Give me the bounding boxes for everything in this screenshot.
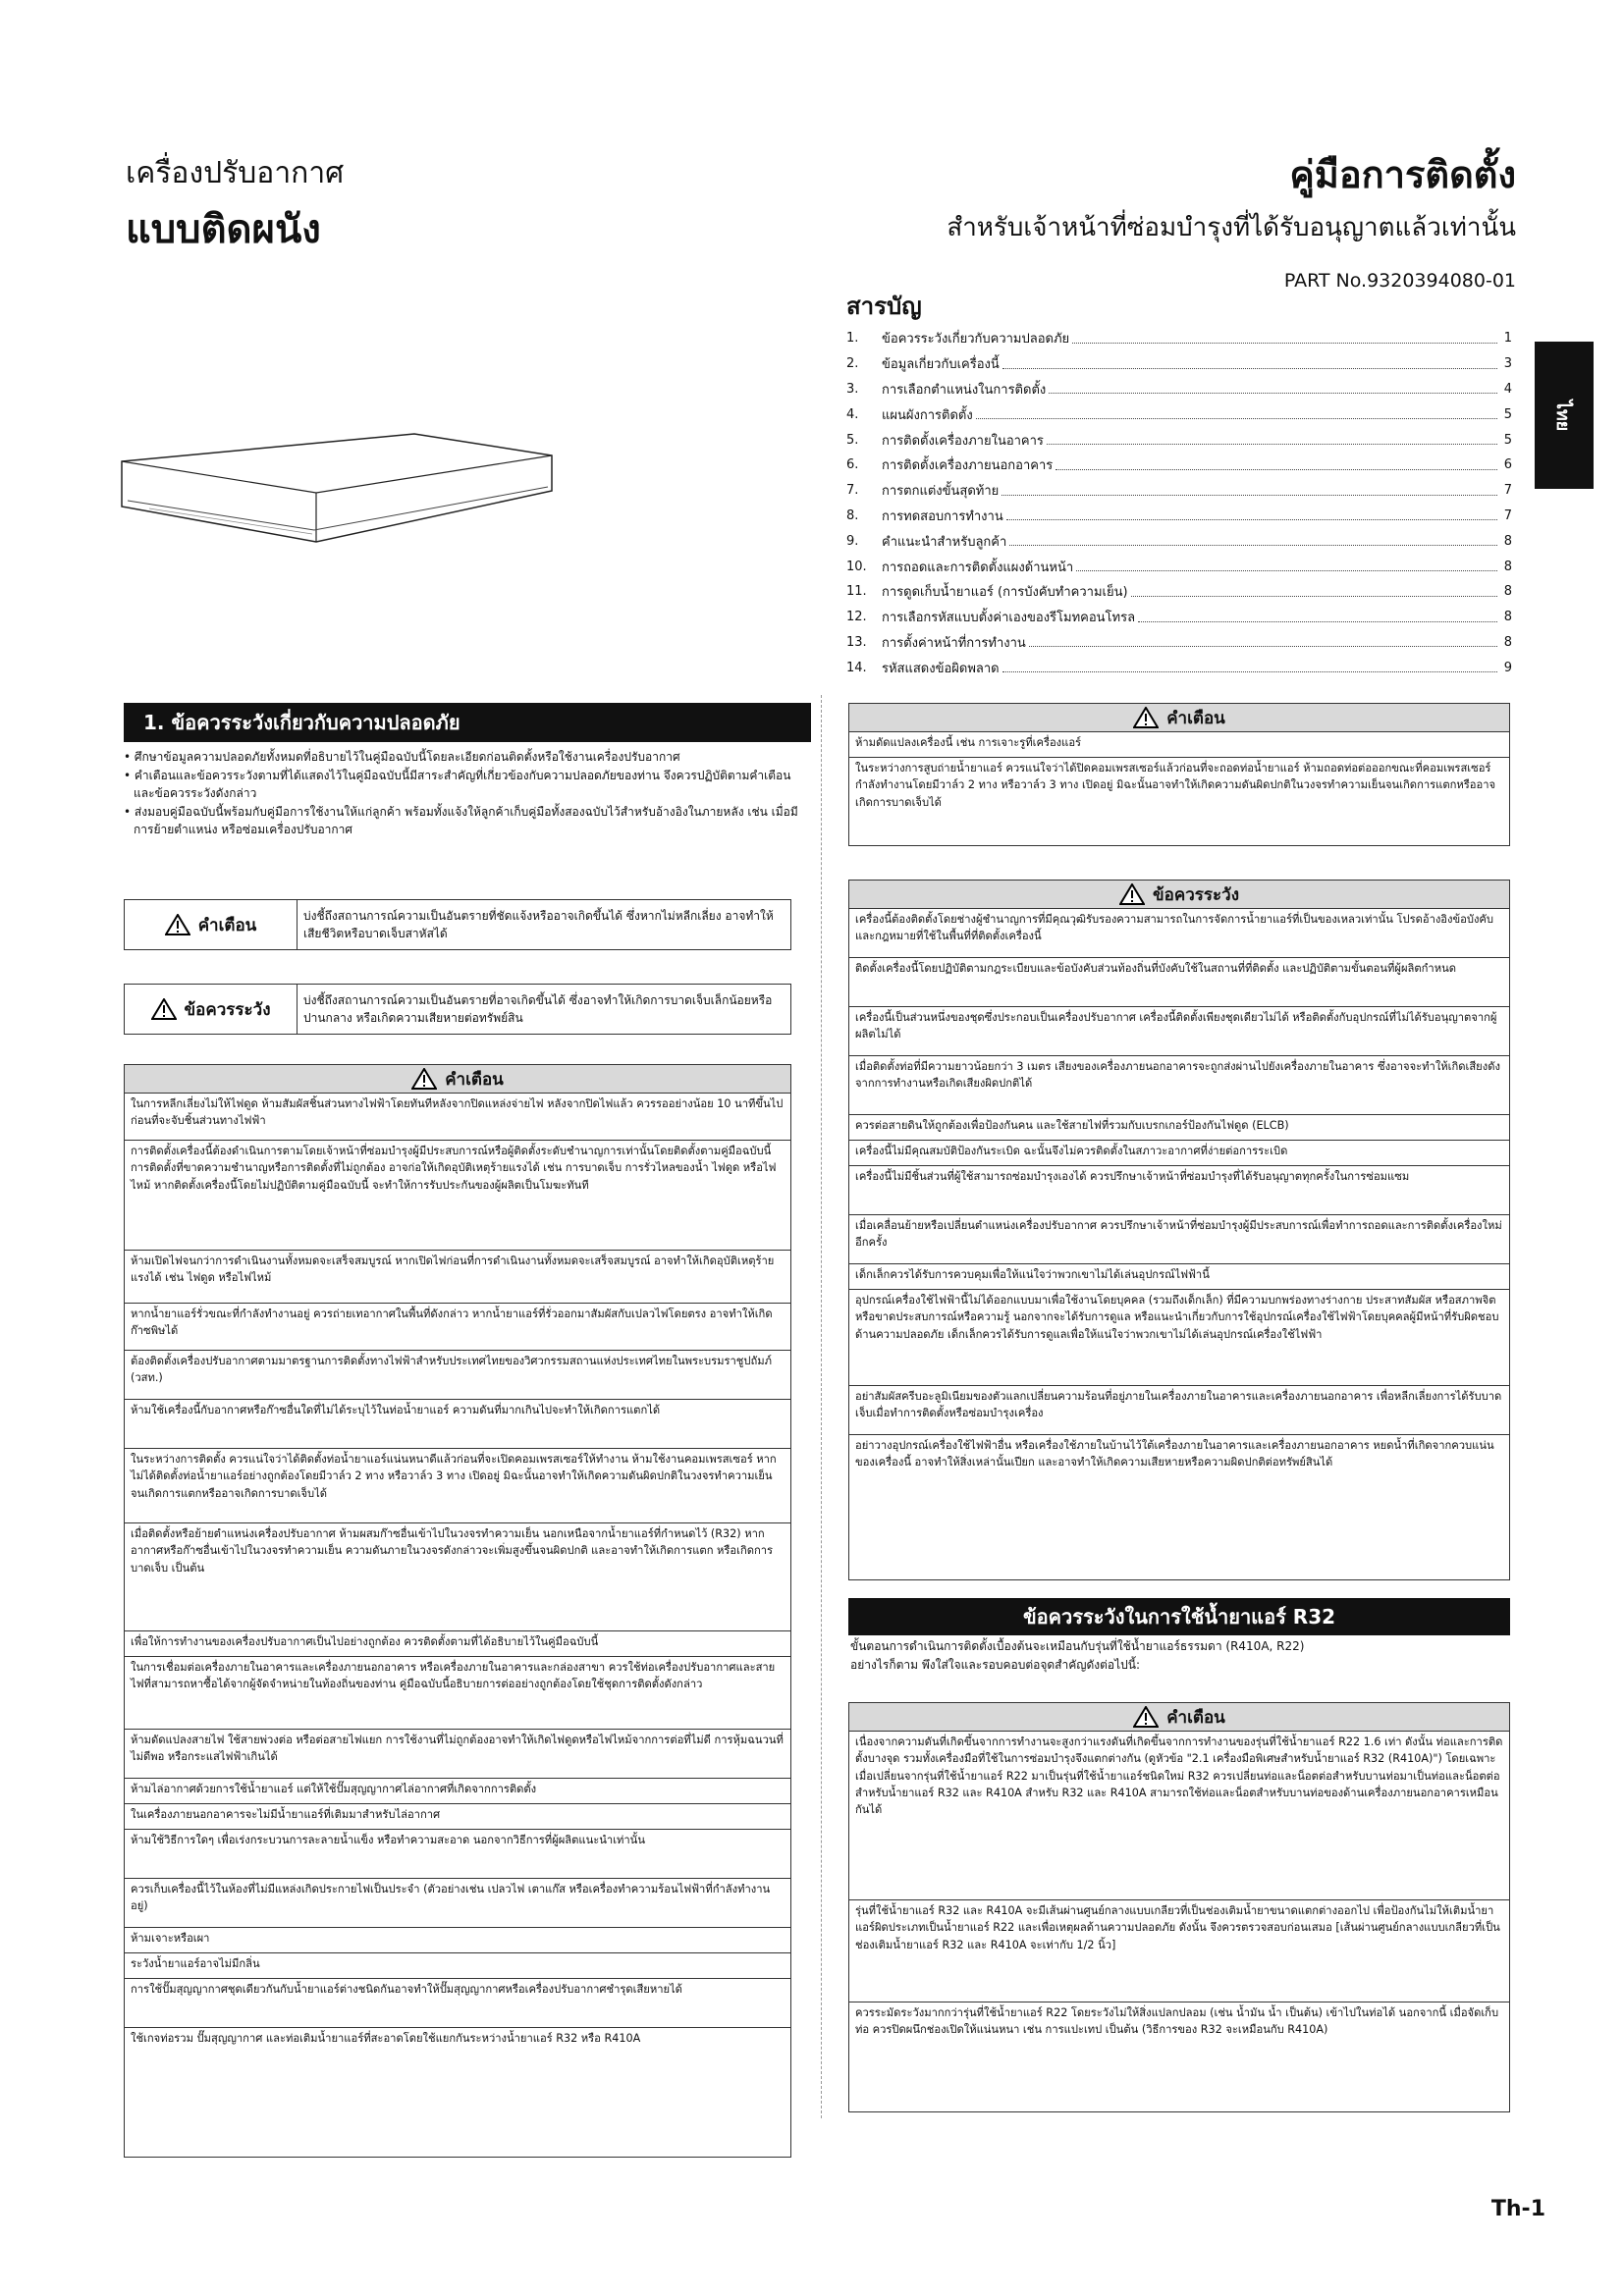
warning-row: การใช้ปั๊มสุญญากาศชุดเดียวกันกับน้ำยาแอร์ต่างชนิดกันอาจทำให้ปั๊มสุญญากาศหรือเครื่องปรับอากาศชำรุดเสียหายได้	[125, 1979, 790, 2028]
right-warning-box	[848, 703, 1510, 846]
legend-caution: ข้อควรระวัง บ่งชี้ถึงสถานการณ์ความเป็นอันตรายที่อาจเกิดขึ้นได้ ซึ่งอาจทำให้เกิดการบาดเจ็บเล็กน้อยหรือปานกลาง หรือเกิดความเสียหายต่อทรัพย์สิน	[124, 984, 791, 1035]
warning-row: ห้ามเปิดไฟจนกว่าการดำเนินงานทั้งหมดจะเสร็จสมบูรณ์ หากเปิดไฟก่อนที่การดำเนินงานทั้งหมดจะเสร็จสมบูรณ์ อาจทำให้เกิดอุบัติเหตุร้ายแรงได้ เช่น ไฟดูด หรือไฟไหม้	[125, 1251, 790, 1304]
bullet-item: • ส่งมอบคู่มือฉบับนี้พร้อมกับคู่มือการใช้งานให้แก่ลูกค้า พร้อมทั้งแจ้งให้ลูกค้าเก็บคู่มือทั้งสองฉบับไว้สำหรับอ้างอิงในภายหลัง เช่น เมื่อมีการย้ายตำแหน่ง หรือซ่อมเครื่องปรับอากาศ	[124, 804, 798, 837]
box-title: คำเตือน	[1166, 1707, 1225, 1728]
section1-title: 1. ข้อควรระวังเกี่ยวกับความปลอดภัย	[124, 703, 811, 742]
manual-subtitle: สำหรับเจ้าหน้าที่ซ่อมบำรุงที่ได้รับอนุญาตแล้วเท่านั้น	[947, 213, 1516, 242]
air-conditioner-illustration	[120, 432, 562, 560]
warning-row: ห้ามเจาะหรือเผา	[125, 1928, 790, 1953]
caution-row: เครื่องนี้ไม่มีคุณสมบัติป้องกันระเบิด ฉะนั้นจึงไม่ควรติดตั้งในสภาวะอากาศที่ง่ายต่อการระเบิด	[849, 1141, 1509, 1166]
bullet-item: • คำเตือนและข้อควรระวังตามที่ได้แสดงไว้ในคู่มือฉบับนี้มีสาระสำคัญที่เกี่ยวข้องกับความปลอดภัยของท่าน จึงควรปฏิบัติตามคำเตือนและข้อควรระวังดังกล่าว	[124, 768, 791, 801]
caution-row: อุปกรณ์เครื่องใช้ไฟฟ้านี้ไม่ได้ออกแบบมาเพื่อใช้งานโดยบุคคล (รวมถึงเด็กเล็ก) ที่มีความบกพร่องทางร่างกาย ประสาทสัมผัส หรือสภาพจิต หรือขาดประสบการณ์หรือความรู้ นอกจากจะได้รับการดูแล หรือแนะนำเกี่ยวกับการใช้อุปกรณ์เครื่องใช้ไฟฟ้าโดยบุคคลผู้มีหน้าที่รับผิดชอบด้านความปลอดภัย เด็กเล็กควรได้รับการดูแลเพื่อให้แน่ใจว่าพวกเขาไม่ได้เล่นอุปกรณ์เครื่องใช้ไฟฟ้า	[849, 1290, 1509, 1386]
section1-bullets	[124, 748, 811, 839]
warning-row: ในระหว่างการสูบถ่ายน้ำยาแอร์ ควรแน่ใจว่าได้ปิดคอมเพรสเซอร์แล้วก่อนที่จะถอดท่อน้ำยาแอร์ ห้ามถอดท่อต่อออกขณะที่คอมเพรสเซอร์กำลังทำงานโดยมีวาล์ว 2 ทาง หรือวาล์ว 3 ทาง เปิดอยู่ มิฉะนั้นอาจทำให้เกิดความดันผิดปกติในวงจรทำความเย็นจนเกิดการแตกหรืออาจเกิดการบาดเจ็บได้	[855, 762, 1496, 809]
warning-row: ในเครื่องภายนอกอาคารจะไม่มีน้ำยาแอร์ที่เติมมาสำหรับไล่อากาศ	[125, 1804, 790, 1830]
toc-item[interactable]: 1. ข้อควรระวังเกี่ยวกับความปลอดภัย 1	[846, 331, 1512, 347]
warning-triangle-icon	[165, 914, 190, 935]
toc-item[interactable]: 12. การเลือกรหัสแบบตั้งค่าเองของรีโมทคอนโทรล 8	[846, 610, 1512, 626]
right-caution-box	[848, 880, 1510, 1580]
caution-triangle-icon	[151, 998, 177, 1020]
warning-row: ห้ามใช้เครื่องนี้กับอากาศหรือก๊าซอื่นใดที่ไม่ได้ระบุไว้ในท่อน้ำยาแอร์ ความดันที่มากเกินไปจะทำให้เกิดการแตกได้	[125, 1400, 790, 1449]
toc-item[interactable]: 13. การตั้งค่าหน้าที่การทำงาน 8	[846, 634, 1512, 651]
product-line2: แบบติดผนัง	[126, 207, 321, 252]
caution-row: เมื่อเคลื่อนย้ายหรือเปลี่ยนตำแหน่งเครื่องปรับอากาศ ควรปรึกษาเจ้าหน้าที่ซ่อมบำรุงผู้มีประสบการณ์เพื่อทำการถอดและการติดตั้งเครื่องใหม่อีกครั้ง	[849, 1215, 1509, 1264]
warning-row: ระวังน้ำยาแอร์อาจไม่มีกลิ่น	[125, 1953, 790, 1979]
box-title: คำเตือน	[445, 1069, 504, 1090]
manual-title: คู่มือการติดตั้ง	[1289, 153, 1516, 196]
toc-item[interactable]: 10. การถอดและการติดตั้งแผงด้านหน้า 8	[846, 559, 1512, 575]
toc-item[interactable]: 6. การติดตั้งเครื่องภายนอกอาคาร 6	[846, 457, 1512, 474]
r32-section-title: ข้อควรระวังในการใช้น้ำยาแอร์ R32	[848, 1598, 1510, 1635]
warning-triangle-icon	[1133, 1706, 1159, 1728]
bullet-item: • ศึกษาข้อมูลความปลอดภัยทั้งหมดที่อธิบายไว้ในคู่มือฉบับนี้โดยละเอียดก่อนติดตั้งหรือใช้งานเครื่องปรับอากาศ	[124, 750, 680, 764]
toc-item[interactable]: 11. การดูดเก็บน้ำยาแอร์ (การบังคับทำความเย็น) 8	[846, 584, 1512, 601]
caution-row: อย่าวางอุปกรณ์เครื่องใช้ไฟฟ้าอื่น หรือเครื่องใช้ภายในบ้านไว้ใต้เครื่องภายในอาคารและเครื่องภายนอกอาคาร หยดน้ำที่เกิดจากควบแน่นของเครื่องนี้ อาจทำให้สิ่งเหล่านั้นเปียก และอาจทำให้เกิดความเสียหายหรือความผิดปกติต่อทรัพย์สินได้	[855, 1439, 1494, 1469]
caution-row: ควรต่อสายดินให้ถูกต้องเพื่อป้องกันคน และใช้สายไฟที่รวมกับเบรกเกอร์ป้องกันไฟดูด (ELCB)	[849, 1115, 1509, 1141]
warning-row: เมื่อติดตั้งหรือย้ายตำแหน่งเครื่องปรับอากาศ ห้ามผสมก๊าซอื่นเข้าไปในวงจรทำความเย็น นอกเหนือจากน้ำยาแอร์ที่กำหนดไว้ (R32) หากอากาศหรือก๊าซอื่นเข้าไปในวงจรทำความเย็น ความดันภายในวงจรดังกล่าวจะเพิ่มสูงขึ้นจนผิดปกติ และอาจทำให้เกิดการแตก หรือเกิดการบาดเจ็บ เป็นต้น	[125, 1523, 790, 1631]
toc-title: สารบัญ	[846, 293, 922, 320]
box-title: คำเตือน	[1166, 708, 1225, 728]
toc-item[interactable]: 3. การเลือกตำแหน่งในการติดตั้ง 4	[846, 381, 1512, 398]
warning-row: เนื่องจากความดันที่เกิดขึ้นจากการทำงานจะสูงกว่าแรงดันที่เกิดขึ้นจากการทำงานของรุ่นที่ใช้น้ำยาแอร์ R22 1.6 เท่า ดังนั้น ท่อและการติดตั้งบางจุด รวมทั้งเครื่องมือที่ใช้ในการซ่อมบำรุงจึงแตกต่างกัน (ดูหัวข้อ "2.1 เครื่องมือพิเศษสำหรับน้ำยาแอร์ R32 (R410A)") โดยเฉพาะเมื่อเปลี่ยนจากรุ่นที่ใช้น้ำยาแอร์ R22 มาเป็นรุ่นที่ใช้น้ำยาแอร์ชนิดใหม่ R32 ควรเปลี่ยนท่อและน็อตต่อสำหรับบานท่อมาเป็นท่อและน็อตต่อสำหรับน้ำยาแอร์ R32 และ R410A สำหรับ R32 และ R410A สามารถใช้ท่อและน็อตสำหรับบานท่อของด้านเครื่องภายนอกอาคารเหมือนกันได้	[849, 1732, 1509, 1900]
warning-triangle-icon	[411, 1068, 437, 1090]
product-line1: เครื่องปรับอากาศ	[126, 156, 345, 190]
table-of-contents	[846, 326, 1512, 680]
box-title: ข้อควรระวัง	[1153, 884, 1239, 905]
toc-item[interactable]: 8. การทดสอบการทำงาน 7	[846, 507, 1512, 524]
warning-row: ควรเก็บเครื่องนี้ไว้ในห้องที่ไม่มีแหล่งเกิดประกายไฟเป็นประจำ (ตัวอย่างเช่น เปลวไฟ เตาแก๊ส หรือเครื่องทำความร้อนไฟฟ้าที่กำลังทำงานอยู่)	[125, 1879, 790, 1928]
warning-row: ในระหว่างการติดตั้ง ควรแน่ใจว่าได้ติดตั้งท่อน้ำยาแอร์แน่นหนาดีแล้วก่อนที่จะเปิดคอมเพรสเซอร์ให้ทำงาน ห้ามใช้งานคอมเพรสเซอร์ หากไม่ได้ติดตั้งท่อน้ำยาแอร์อย่างถูกต้องโดยมีวาล์ว 2 ทาง หรือวาล์ว 3 ทาง เปิดอยู่ มิฉะนั้นอาจทำให้เกิดความดันผิดปกติในวงจรทำความเย็นจนเกิดการแตกหรืออาจเกิดการบาดเจ็บได้	[125, 1449, 790, 1523]
toc-item[interactable]: 2. ข้อมูลเกี่ยวกับเครื่องนี้ 3	[846, 356, 1512, 373]
r32-intro: ขั้นตอนการดำเนินการติดตั้งเบื้องต้นจะเหมือนกับรุ่นที่ใช้น้ำยาแอร์ธรรมดา (R410A, R22) อย่างไรก็ตาม พึงใส่ใจและรอบคอบต่อจุดสำคัญดังต่อไปนี้:	[850, 1639, 1305, 1672]
warning-row: ต้องติดตั้งเครื่องปรับอากาศตามมาตรฐานการติดตั้งทางไฟฟ้าสำหรับประเทศไทยของวิศวกรรมสถานแห่งประเทศไทยในพระบรมราชูปถัมภ์ (วสท.)	[125, 1351, 790, 1400]
warning-row: การติดตั้งเครื่องนี้ต้องดำเนินการตามโดยเจ้าหน้าที่ซ่อมบำรุงผู้มีประสบการณ์หรือผู้ติดตั้งระดับชำนาญการเท่านั้นโดยติดตั้งตามคู่มือฉบับนี้ การติดตั้งที่ขาดความชำนาญหรือการติดตั้งที่ไม่ถูกต้อง อาจก่อให้เกิดอุบัติเหตุร้ายแรงได้ เช่น การบาดเจ็บ การรั่วไหลของน้ำ ไฟดูด หรือไฟไหม้ หากติดตั้งเครื่องนี้โดยไม่ปฏิบัติตามคู่มือฉบับนี้ จะทำให้การรับประกันของผู้ผลิตเป็นโมฆะทันที	[125, 1141, 790, 1251]
caution-row: ติดตั้งเครื่องนี้โดยปฏิบัติตามกฎระเบียบและข้อบังคับส่วนท้องถิ่นที่บังคับใช้ในสถานที่ที่ติดตั้ง และปฏิบัติตามขั้นตอนที่ผู้ผลิตกำหนด	[849, 958, 1509, 1007]
warning-row: ห้ามดัดแปลงสายไฟ ใช้สายพ่วงต่อ หรือต่อสายไฟแยก การใช้งานที่ไม่ถูกต้องอาจทำให้เกิดไฟดูดหรือไฟไหม้จากการต่อที่ไม่ดี การหุ้มฉนวนที่ไม่ดีพอ หรือกระแสไฟฟ้าเกินได้	[125, 1730, 790, 1779]
column-divider	[821, 695, 822, 2118]
caution-row: เมื่อติดตั้งท่อที่มีความยาวน้อยกว่า 3 เมตร เสียงของเครื่องภายนอกอาคารจะถูกส่งผ่านไปยังเครื่องภายในอาคาร ซึ่งอาจจะทำให้เกิดเสียงดังจากการทำงานหรือเกิดเสียงผิดปกติได้	[849, 1056, 1509, 1115]
toc-item[interactable]: 7. การตกแต่งขั้นสุดท้าย 7	[846, 483, 1512, 500]
toc-item[interactable]: 14. รหัสแสดงข้อผิดพลาด 9	[846, 660, 1512, 676]
warning-row: เพื่อให้การทำงานของเครื่องปรับอากาศเป็นไปอย่างถูกต้อง ควรติดตั้งตามที่ได้อธิบายไว้ในคู่มือฉบับนี้	[125, 1631, 790, 1657]
caution-triangle-icon	[1119, 883, 1145, 905]
warning-row: ห้ามใช้วิธีการใดๆ เพื่อเร่งกระบวนการละลายน้ำแข็ง หรือทำความสะอาด นอกจากวิธีการที่ผู้ผลิตแนะนำเท่านั้น	[125, 1830, 790, 1879]
caution-row: เด็กเล็กควรได้รับการควบคุมเพื่อให้แน่ใจว่าพวกเขาไม่ได้เล่นอุปกรณ์ไฟฟ้านี้	[849, 1264, 1509, 1290]
language-tab[interactable]: ไทย	[1535, 342, 1594, 489]
caution-row: เครื่องนี้ต้องติดตั้งโดยช่างผู้ชำนาญการที่มีคุณวุฒิรับรองความสามารถในการจัดการน้ำยาแอร์ที่เป็นของเหลวเท่านั้น โปรดอ้างอิงข้อบังคับและกฎหมายที่ใช้ในพื้นที่ที่ติดตั้งเครื่องนี้	[849, 909, 1509, 958]
caution-row: อย่าสัมผัสครีบอะลูมิเนียมของตัวแลกเปลี่ยนความร้อนที่อยู่ภายในเครื่องภายในอาคารและเครื่องภายนอกอาคาร เพื่อหลีกเลี่ยงการได้รับบาดเจ็บเมื่อทำการติดตั้งหรือซ่อมบำรุงเครื่อง	[849, 1386, 1509, 1435]
caution-row: เครื่องนี้เป็นส่วนหนึ่งของชุดซึ่งประกอบเป็นเครื่องปรับอากาศ เครื่องนี้ติดตั้งเพียงชุดเดียวไม่ได้ หรือติดตั้งกับอุปกรณ์ที่ไม่ได้รับอนุญาตจากผู้ผลิตไม่ได้	[849, 1007, 1509, 1056]
warning-triangle-icon	[1133, 707, 1159, 728]
warning-row: ในการเชื่อมต่อเครื่องภายในอาคารและเครื่องภายนอกอาคาร หรือเครื่องภายในอาคารและกล่องสาขา ควรใช้ท่อเครื่องปรับอากาศและสายไฟที่สามารถหาซื้อได้จากผู้จัดจำหน่ายในท้องถิ่นของท่าน คู่มือฉบับนี้อธิบายการต่ออย่างถูกต้องโดยใช้ชุดการติดตั้งดังกล่าว	[125, 1657, 790, 1730]
warning-row: ในการหลีกเลี่ยงไม่ให้ไฟดูด ห้ามสัมผัสชิ้นส่วนทางไฟฟ้าโดยทันทีหลังจากปิดแหล่งจ่ายไฟ หลังจากปิดไฟแล้ว ควรรออย่างน้อย 10 นาทีขึ้นไป ก่อนที่จะจับชิ้นส่วนทางไฟฟ้า	[125, 1094, 790, 1141]
left-warning-box	[124, 1064, 791, 2158]
warning-row: หากน้ำยาแอร์รั่วขณะที่กำลังทำงานอยู่ ควรถ่ายเทอากาศในพื้นที่ดังกล่าว หากน้ำยาแอร์ที่รั่วออกมาสัมผัสกับเปลวไฟโดยตรง อาจทำให้เกิดก๊าซพิษได้	[125, 1304, 790, 1351]
warning-row: รุ่นที่ใช้น้ำยาแอร์ R32 และ R410A จะมีเส้นผ่านศูนย์กลางแบบเกลียวที่เป็นช่องเติมน้ำยาขนาดแตกต่างออกไป เพื่อป้องกันไม่ให้เติมน้ำยาแอร์ผิดประเภทเป็นน้ำยาแอร์ R22 และเพื่อเหตุผลด้านความปลอดภัย ดังนั้น จึงควรตรวจสอบก่อนเสมอ [เส้นผ่านศูนย์กลางแบบเกลียวที่เป็นช่องเติมน้ำยาแอร์ R32 และ R410A จะเท่ากับ 1/2 นิ้ว]	[849, 1900, 1509, 2002]
warning-row: ห้ามไล่อากาศด้วยการใช้น้ำยาแอร์ แต่ให้ใช้ปั๊มสุญญากาศไล่อากาศที่เกิดจากการติดตั้ง	[125, 1779, 790, 1804]
toc-item[interactable]: 5. การติดตั้งเครื่องภายในอาคาร 5	[846, 432, 1512, 449]
warning-row: ควรระมัดระวังมากกว่ารุ่นที่ใช้น้ำยาแอร์ R22 โดยระวังไม่ให้สิ่งแปลกปลอม (เช่น น้ำมัน น้ำ เป็นต้น) เข้าไปในท่อได้ นอกจากนี้ เมื่อจัดเก็บท่อ ควรปิดผนึกช่องเปิดให้แน่นหนา เช่น การแปะเทป เป็นต้น (วิธีการของ R32 จะเหมือนกับ R410A)	[855, 2006, 1499, 2037]
toc-item[interactable]: 4. แผนผังการติดตั้ง 5	[846, 406, 1512, 423]
page-number: Th-1	[1490, 2197, 1545, 2221]
caution-row: เครื่องนี้ไม่มีชิ้นส่วนที่ผู้ใช้สามารถซ่อมบำรุงเองได้ ควรปรึกษาเจ้าหน้าที่ซ่อมบำรุงที่ได้รับอนุญาตทุกครั้งในการซ่อมแซม	[849, 1166, 1509, 1215]
part-number: PART No.9320394080-01	[1283, 270, 1516, 292]
toc-item[interactable]: 9. คำแนะนำสำหรับลูกค้า 8	[846, 533, 1512, 550]
r32-warning-box	[848, 1702, 1510, 2112]
warning-row: ห้ามดัดแปลงเครื่องนี้ เช่น การเจาะรูที่เครื่องแอร์	[849, 732, 1509, 758]
warning-row: ใช้เกจท่อรวม ปั๊มสุญญากาศ และท่อเติมน้ำยาแอร์ที่สะอาดโดยใช้แยกกันระหว่างน้ำยาแอร์ R32 หรือ R410A	[131, 2032, 641, 2045]
legend-warning: คำเตือน บ่งชี้ถึงสถานการณ์ความเป็นอันตรายที่ชัดแจ้งหรืออาจเกิดขึ้นได้ ซึ่งหากไม่หลีกเลี่ยง อาจทำให้เสียชีวิตหรือบาดเจ็บสาหัสได้	[124, 899, 791, 950]
